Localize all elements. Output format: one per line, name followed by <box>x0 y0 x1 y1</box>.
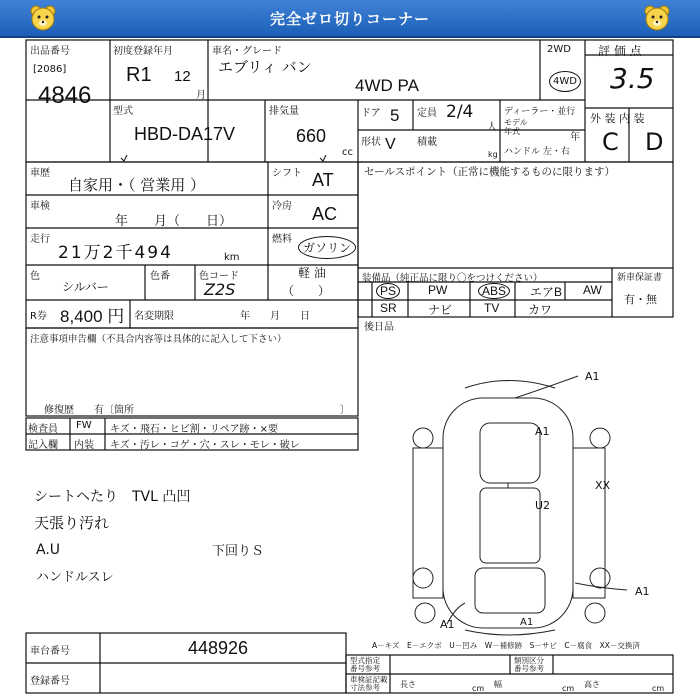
entry-label: 記入欄 <box>28 440 58 451</box>
score-value: 3.5 <box>610 62 655 95</box>
doors-label: ドア <box>361 108 381 119</box>
shape-label: 形状 <box>361 137 381 148</box>
car-damage-diagram <box>395 368 685 638</box>
shift-label: シフト <box>272 168 302 179</box>
len-label: 長さ <box>400 680 416 689</box>
name-value: エブリィ バン <box>218 58 312 76</box>
fuel-paren: （ ） <box>282 284 331 298</box>
warranty-label: 新車保証書 <box>617 273 663 283</box>
remark-right: 下回りＳ <box>212 544 265 559</box>
model-label: 型式 <box>113 106 133 117</box>
equip-sr: SR <box>380 301 397 315</box>
first-reg-label: 初度登録年月 <box>113 46 173 57</box>
month-unit: 月 <box>196 90 206 101</box>
equip-pw: PW <box>428 283 448 297</box>
damage-mark: A1 <box>635 585 650 598</box>
color-no-label: 色番 <box>150 271 170 282</box>
size-label: 車検証記載寸法参考 <box>350 675 388 692</box>
width-label: 幅 <box>494 680 502 689</box>
chassis-label: 車台番号 <box>30 646 70 657</box>
mileage-value: 21万2千494 <box>58 243 173 263</box>
name-label: 車名・グレード <box>212 46 282 57</box>
lot-number: 4846 <box>38 82 92 109</box>
color-value: シルバー <box>62 280 109 294</box>
damage-mark: A1 <box>535 425 550 438</box>
damage-mark-front: A1 <box>520 617 534 628</box>
capacity-label: 定員 <box>417 108 437 119</box>
remark-line-4: ハンドルスレ <box>36 570 114 585</box>
recycle-label: R券 <box>30 311 47 322</box>
score-label: 評 価 点 <box>598 44 642 58</box>
equip-ps: PS <box>376 283 400 299</box>
sales-point-label: セールスポイント（正常に機能するものに限ります） <box>364 166 616 178</box>
drive-2wd-label: 2WD <box>547 44 571 55</box>
mileage-label: 走行 <box>30 234 50 245</box>
entry-sub: 内装 <box>74 440 94 451</box>
shape-value: V <box>385 136 396 153</box>
notes-label: 注意事項申告欄（不具合内容等は具体的に記入して下さい） <box>30 334 287 345</box>
inspection-label: 車検 <box>30 201 50 212</box>
first-reg-era: R1 <box>126 64 152 86</box>
damage-mark: U2 <box>535 499 551 512</box>
chassis-value: 448926 <box>188 638 249 658</box>
ac-label: 冷房 <box>272 201 292 212</box>
cc-value: 660 <box>296 126 327 146</box>
repair-label: 修復歴 有〔箇所 <box>44 405 134 416</box>
ac-value: AC <box>312 204 338 224</box>
diagram-mark-front <box>520 617 533 628</box>
height-unit: cm <box>652 684 665 693</box>
form-code-label: 型式指定番号参考 <box>350 656 380 673</box>
equip-tv: TV <box>484 301 500 315</box>
repair-close: 〕 <box>340 405 350 416</box>
register-label: 登録番号 <box>30 676 70 687</box>
height-label: 高さ <box>584 680 600 689</box>
fuel-alt: 軽 油 <box>298 266 326 280</box>
doors-value: 5 <box>390 106 400 125</box>
color-code-value: Z2S <box>204 280 236 299</box>
ext-int-label: 外 装 内 装 <box>590 112 645 125</box>
history-value: 自家用・（ 営業用 ） <box>68 176 206 194</box>
dealer-label: ディーラー・並行 <box>504 107 576 117</box>
class-code-label: 類別区分番号参考 <box>514 656 544 673</box>
damage-mark: A1 <box>440 618 455 631</box>
lot-label: 出品番号 <box>30 46 70 57</box>
model-year-label: モデル年式 <box>504 118 528 136</box>
capacity-value: 2/4 <box>446 102 474 122</box>
damage-legend: A－キズ E－エクボ U－凹み W－補修跡 S－サビ C－腐食 XX－交換済 <box>372 641 640 650</box>
shift-value: AT <box>312 170 334 190</box>
remark-line-3: A.U <box>36 542 61 558</box>
handle-label: ハンドル 左・右 <box>504 147 570 157</box>
remark-line-1: シートヘたり TVL 凸凹 <box>34 489 191 505</box>
int-grade: D <box>645 128 664 156</box>
model-value: HBD-DA17V <box>134 124 236 144</box>
grade-value: 4WD PA <box>355 76 419 95</box>
len-unit: cm <box>472 684 485 693</box>
recycle-value: 8,400 円 <box>60 307 125 326</box>
ext-grade: C <box>602 128 619 156</box>
equip-airbag: エアB <box>530 285 563 299</box>
color-label: 色 <box>30 271 40 282</box>
name-change-value: 年 月 日 <box>240 311 310 322</box>
cc-unit: cc <box>342 147 353 158</box>
inspect-label: 検査員 <box>28 424 58 435</box>
year-unit: 年 <box>570 132 580 143</box>
load-label: 積載 <box>417 137 437 148</box>
damage-mark: XX <box>595 479 611 492</box>
remark-line-2: 天張り汚れ <box>34 514 110 532</box>
first-reg-month: 12 <box>174 68 191 85</box>
entry-items: キズ・汚レ・コゲ・穴・スレ・モレ・破レ <box>110 440 300 451</box>
inspection-value: 年 月（ 日） <box>115 214 233 229</box>
drive-4wd-circled: 4WD <box>549 71 581 92</box>
rear-items-label: 後日品 <box>364 322 394 333</box>
damage-mark: A1 <box>585 370 600 383</box>
load-unit: kg <box>488 150 498 159</box>
banner-title: 完全ゼロ切りコーナー <box>269 10 430 28</box>
width-unit: cm <box>562 684 575 693</box>
cc-label: 排気量 <box>269 106 299 117</box>
inspect-fw: FW <box>76 420 92 431</box>
equip-aw: AW <box>583 283 602 297</box>
capacity-unit: 人 <box>487 122 497 133</box>
inspect-items: キズ・飛石・ヒビ割・リペア跡・×要 <box>110 424 278 435</box>
color-code-label: 色コード <box>199 271 239 282</box>
fuel-label: 燃料 <box>272 234 292 245</box>
equip-leather: カワ <box>528 303 553 317</box>
history-label: 車歴 <box>30 168 50 179</box>
warranty-value: 有・無 <box>624 293 657 306</box>
mileage-unit: km <box>224 252 240 263</box>
fuel-value-circled: ガソリン <box>298 236 356 259</box>
lot-sub: [2086] <box>33 64 67 75</box>
equip-navi: ナビ <box>428 303 453 317</box>
name-change-label: 名変期限 <box>134 311 174 322</box>
equip-abs: ABS <box>478 283 510 299</box>
equip-label: 装備品（純正品に限り〇をつけください） <box>362 273 543 284</box>
